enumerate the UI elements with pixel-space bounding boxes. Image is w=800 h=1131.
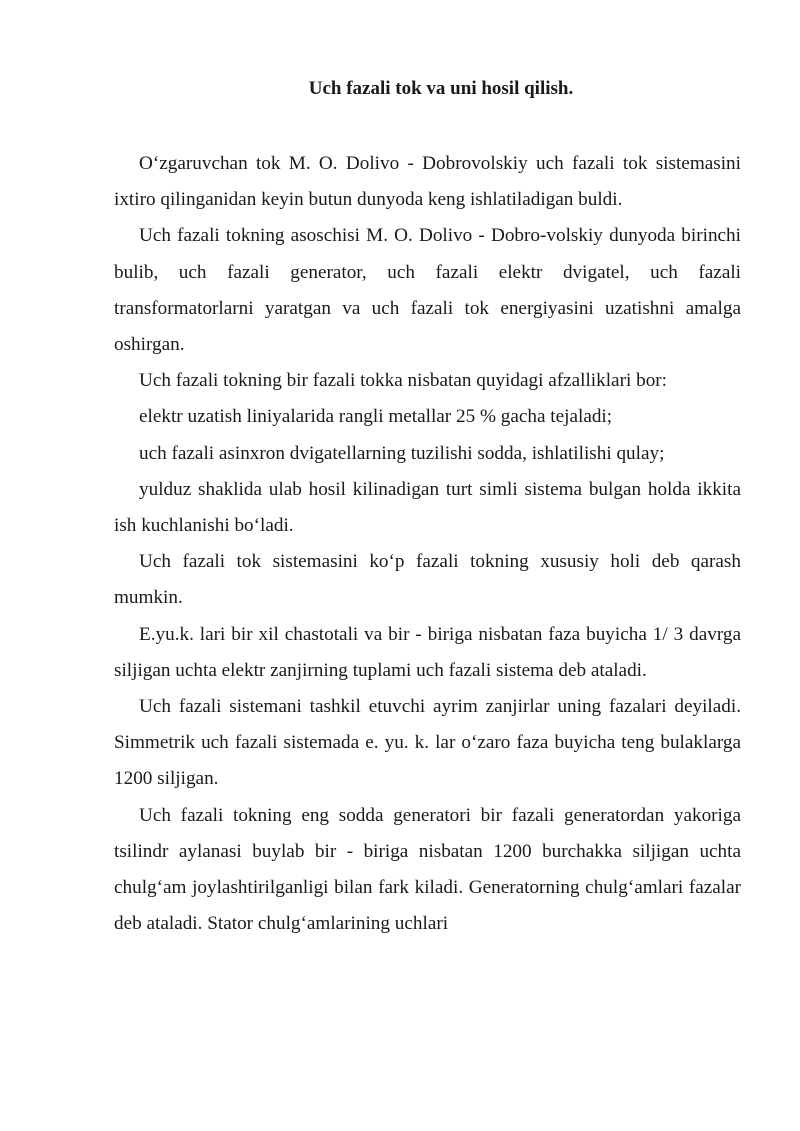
document-body — [114, 146, 741, 942]
paragraph-1: O‘zgaruvchan tok M. O. Dolivo - Dobrovolskiy uch fazali tok sistemasini ixtiro qilinganidan keyin butun dunyoda keng ishlatiladigan buldi. — [114, 153, 741, 211]
paragraph-7: Uch fazali tok sistemasini ko‘p fazali tokning xususiy holi deb qarash mumkin. — [114, 551, 741, 609]
paragraph-6: yulduz shaklida ulab hosil kilinadigan turt simli sistema bulgan holda ikkita ish kuchlanishi bo‘ladi. — [114, 478, 741, 537]
paragraph-5: uch fazali asinxron dvigatellarning tuzilishi sodda, ishlatilishi qulay; — [139, 442, 665, 464]
paragraph-10: Uch fazali tokning eng sodda generatori bir fazali generatordan yakoriga tsilindr aylanasi buylab bir - biriga nisbatan 1200 burchakka siljigan uchta chulg‘am joylashtirilganligi bilan fark kiladi. Generatorning chulg‘amlari fazalar deb ataladi. Stator chulg‘amlarining uchlari — [114, 804, 741, 935]
paragraph-2: Uch fazali tokning asoschisi M. O. Dolivo - Dobro-volskiy dunyoda birinchi bulib, uch fazali generator, uch fazali elektr dvigatel, uch fazali transformatorlarni yaratgan va uch fazali tok energiyasini uzatishni amalga oshirgan. — [114, 225, 741, 356]
paragraph-4: elektr uzatish liniyalarida rangli metallar 25 % gacha tejaladi; — [139, 406, 613, 428]
paragraph-3: Uch fazali tokning bir fazali tokka nisbatan quyidagi afzalliklari bor: — [139, 370, 668, 392]
document-title: Uch fazali tok va uni hosil qilish. — [308, 78, 574, 99]
paragraph-8: E.yu.k. lari bir xil chastotali va bir - biriga nisbatan faza buyicha 1/ 3 davrga siljigan uchta elektr zanjirning tuplami uch fazali sistema deb ataladi. — [114, 623, 741, 681]
paragraph-9: Uch fazali sistemani tashkil etuvchi ayrim zanjirlar uning fazalari deyiladi. Simmetrik uch fazali sistemada e. yu. k. lar o‘zaro faza buyicha teng bulaklarga 1200 siljigan. — [114, 696, 741, 790]
